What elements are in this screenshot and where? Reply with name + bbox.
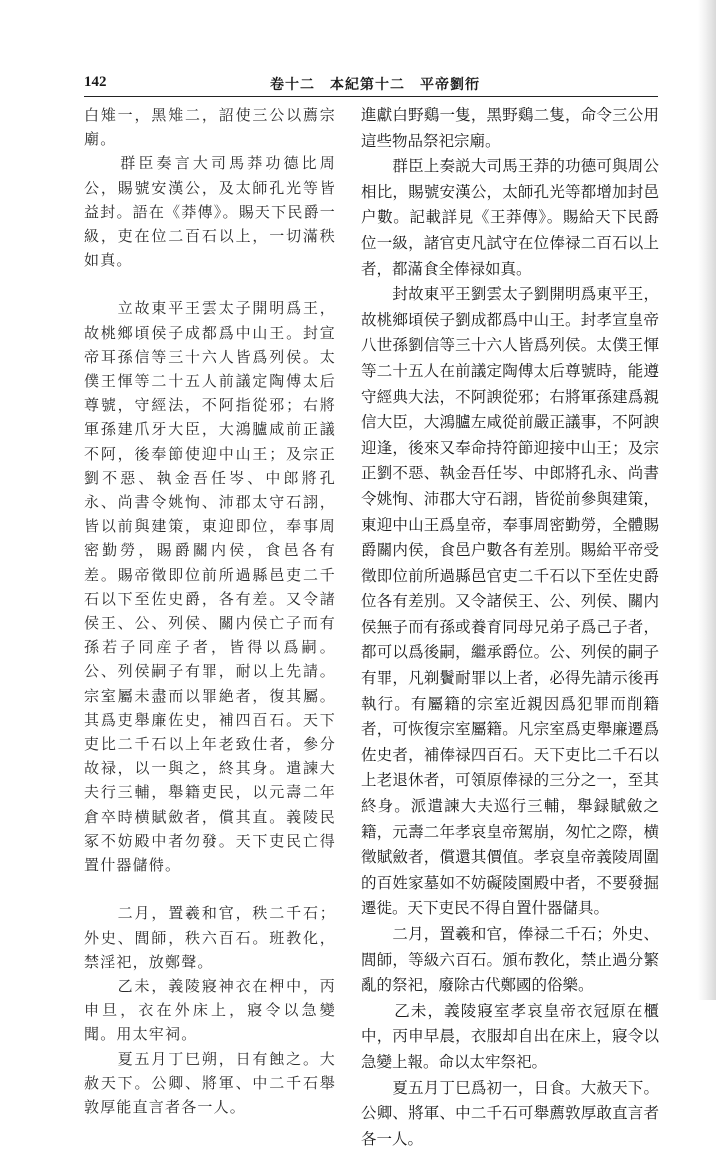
original-paragraph: 夏五月丁巳朔，日有蝕之。大赦天下。公卿、將軍、中二千石舉敦厚能直言者各一人。 (84, 1049, 336, 1116)
original-paragraph: 白雉一，黑雉二，詔使三公以薦宗廟。 (84, 106, 336, 149)
translation-paragraph: 進獻白野鷄一隻，黑野鷄二隻，命令三公用這些物品祭祀宗廟。 (361, 106, 659, 150)
original-paragraph: 乙未，義陵寢神衣在柙中，丙申旦，衣在外床上，寢令以急變聞。用太牢祠。 (84, 976, 336, 1044)
translation-paragraph: 夏五月丁巳爲初一，日食。大赦天下。公卿、將軍、中二千石可舉薦敦厚敢直言者各一人。 (361, 1078, 659, 1148)
translation-paragraph: 封故東平王劉雲太子劉開明爲東平王，故桃鄉頃侯子劉成都爲中山王。封孝宣皇帝八世孫劉信等三十六人皆爲列侯。太僕王惲等二十五人在前議定陶傅太后尊號時，能遵守經典大法，不阿諛從邪；右將軍孫建爲親信大臣，大鴻臚左咸從前嚴正議事，不阿諛迎逢，後來又奉命持符節迎接中山王；及宗正劉不惡、執金吾任岑、中郎將孔永、尚書令姚恂、沛郡大守石詡，皆從前參與建策，東迎中山王爲皇帝，奉事周密勤勞，全體賜爵關内侯，食邑户數各有差別。賜給平帝受徵即位前所過縣邑官吏二千石以下至佐史爵位各有差別。又令諸侯王、公、列侯、關内侯無子而有孫或養育同母兄弟子爲己子者，都可以爲後嗣，繼承爵位。公、列侯的嗣子有罪，凡剃鬢耐罪以上者，必得先請示後再執行。有屬籍的宗室近親因爲犯罪而削籍者，可恢復宗室屬籍。凡宗室爲吏舉廉遷爲佐史者，補俸禄四百石。天下吏比二千石以上老退休者，可領原俸禄的三分之一，至其終身。派遣諫大夫巡行三輔，舉録賦斂之籍，元壽二年孝哀皇帝駕崩，匆忙之際，横徵賦斂者，償還其價值。孝哀皇帝義陵周圍的百姓家墓如不妨礙陵園殿中者，不要發掘遷徙。天下吏民不得自置什器儲具。 (361, 285, 659, 918)
original-paragraph: 二月，置羲和官，秩二千石；外史、閭師，秩六百石。班教化，禁淫祀，放鄭聲。 (84, 904, 336, 971)
original-paragraph: 群臣奏言大司馬莽功德比周公，賜號安漢公，及太師孔光等皆益封。語在《莽傳》。賜天下民爵一級，吏在位二百石以上，一切滿秩如真。 (84, 154, 336, 270)
page-number: 142 (84, 74, 107, 90)
header-rule (84, 96, 658, 97)
translation-paragraph: 群臣上奏説大司馬王莽的功德可與周公相比，賜號安漢公，太師孔光等都增加封邑户數。記載詳見《王莽傳》。賜給天下民爵位一級，諸官吏凡試守在位俸禄二百石以上者，都滿食全俸禄如真。 (361, 157, 659, 278)
original-text-column (84, 103, 336, 1119)
running-title: 卷十二 本紀第十二 平帝劉衎 (270, 78, 480, 93)
page-spine-shadow (698, 0, 716, 1000)
translation-paragraph: 乙未，義陵寢室孝哀皇帝衣冠原在櫃中，丙申早晨，衣服却自出在床上，寢令以急變上報。命以太牢祭祀。 (361, 1001, 659, 1071)
translation-paragraph: 二月，置羲和官，俸禄二千石；外史、閭師，等級六百石。頒布教化，禁止過分繁亂的祭祀，廢除古代鄭國的俗樂。 (361, 925, 659, 995)
page-header (84, 72, 652, 96)
translation-column (361, 103, 659, 1152)
original-paragraph: 立故東平王雲太子開明爲王，故桃鄉頃侯子成都爲中山王。封宣帝耳孫信等三十六人皆爲列侯。太僕王惲等二十五人前議定陶傅太后尊號，守經法，不阿指從邪；右將軍孫建爪牙大臣，大鴻臚咸前正議不阿，後奉節使迎中山王；及宗正劉不惡、執金吾任岑、中郎將孔永、尚書令姚恂、沛郡太守石詡，皆以前與建策，東迎即位，奉事周密勤勞，賜爵關内侯，食邑各有差。賜帝徵即位前所過縣邑吏二千石以下至佐史爵，各有差。又令諸侯王、公、列侯、關内侯亡子而有孫若子同産子者，皆得以爲嗣。公、列侯嗣子有罪，耐以上先請。宗室屬未盡而以罪絶者，復其屬。其爲吏舉廉佐史，補四百石。天下吏比二千石以上年老致仕者，參分故禄，以一與之，終其身。遣諫大夫行三輔，舉籍吏民，以元壽二年倉卒時横賦斂者，償其直。義陵民冢不妨殿中者勿發。天下吏民亡得置什器儲偫。 (84, 299, 336, 875)
